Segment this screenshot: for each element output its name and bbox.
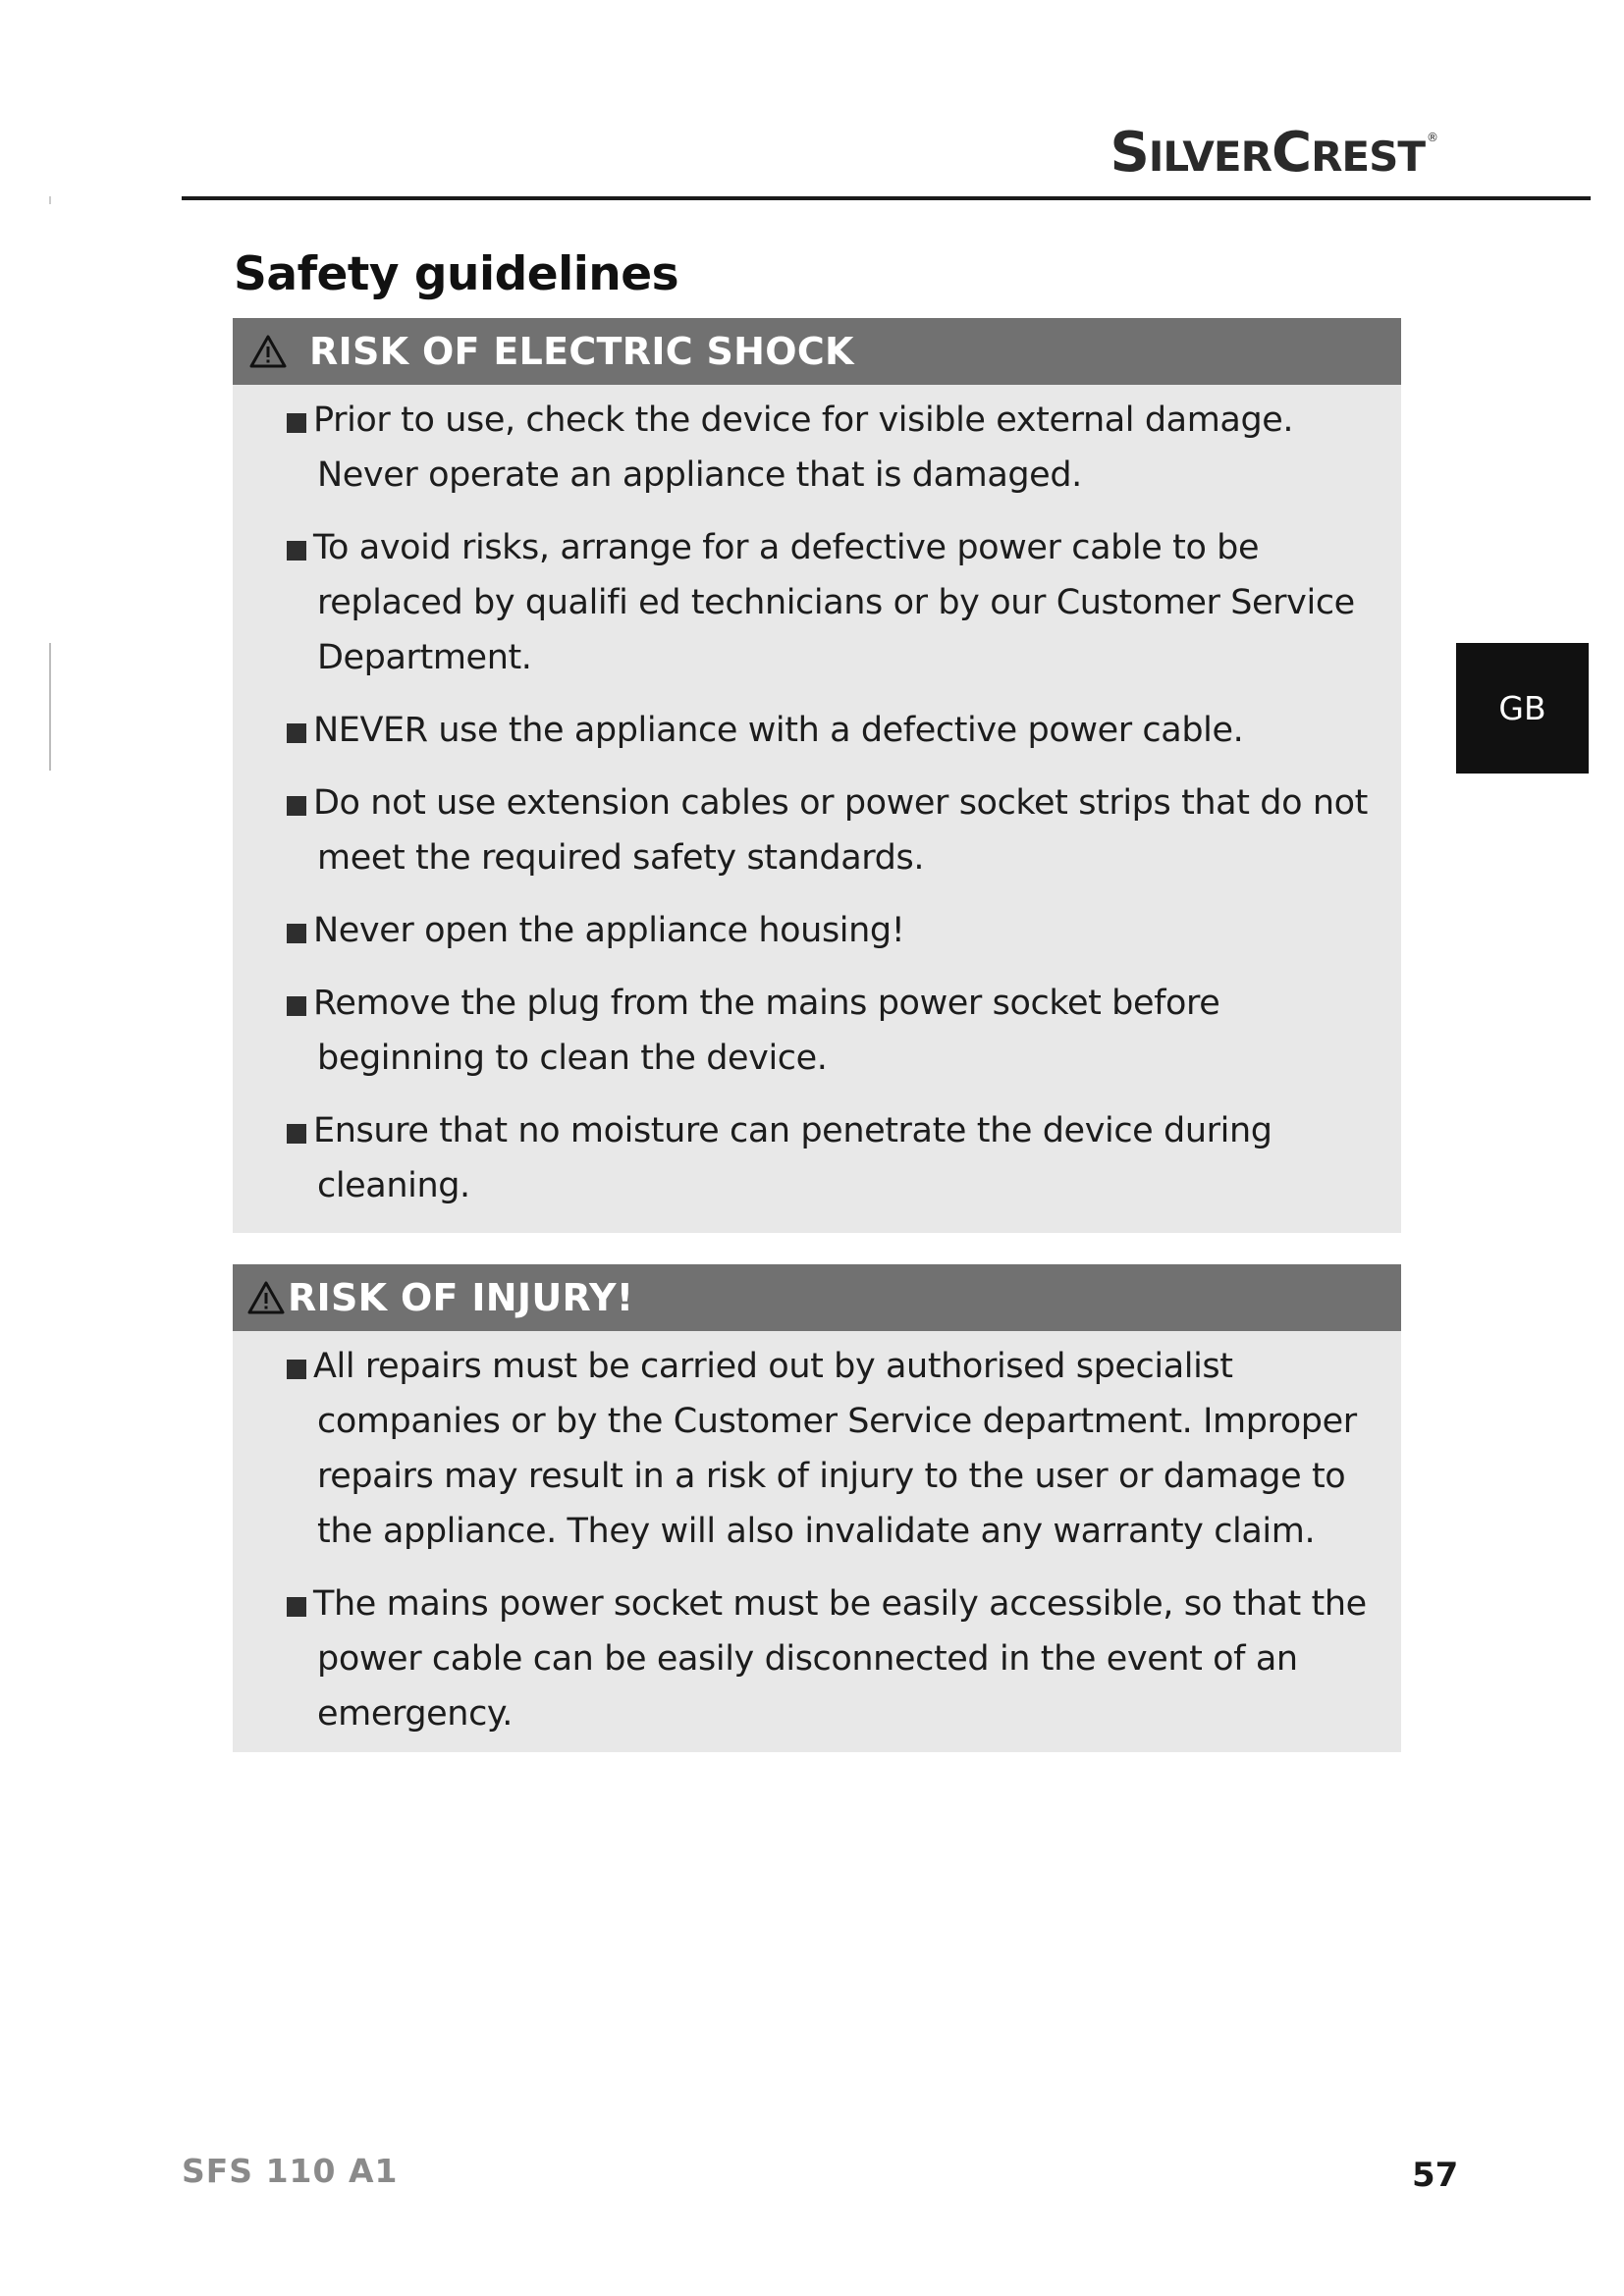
- injury-warning-header: [233, 1264, 1401, 1331]
- list-item: All repairs must be carried out by authorised specialist companies or by the Customer Service department. Improper repairs may result in a risk of injury to the user or damage to the appliance. They will also invalidate any warranty claim.: [313, 1347, 1357, 1551]
- injury-guideline-list: [233, 1331, 1401, 1741]
- list-item: Never open the appliance housing!: [313, 911, 905, 950]
- warning-triangle-icon: [248, 334, 288, 369]
- margin-mark: [49, 643, 51, 771]
- list-item: Remove the plug from the mains power socket before beginning to clean the device.: [313, 984, 1220, 1078]
- electric-shock-warning-title: RISK OF ELECTRIC SHOCK: [309, 330, 854, 373]
- list-item: Prior to use, check the device for visible external damage. Never operate an appliance that is damaged.: [313, 400, 1294, 495]
- list-item: Ensure that no moisture can penetrate the device during cleaning.: [313, 1111, 1272, 1205]
- footer-page-number: 57: [1412, 2156, 1459, 2195]
- header-rule: [182, 196, 1591, 200]
- footer-model-number: SFS 110 A1: [182, 2152, 399, 2190]
- electric-shock-guideline-list: [233, 385, 1401, 1213]
- language-tab: [1456, 643, 1589, 774]
- margin-mark-top: [49, 196, 51, 204]
- list-item: Do not use extension cables or power socket strips that do not meet the required safety standards.: [313, 783, 1368, 878]
- list-item: NEVER use the appliance with a defective power cable.: [313, 711, 1244, 750]
- page-title: Safety guidelines: [234, 247, 679, 301]
- electric-shock-warning-box: [233, 318, 1401, 1233]
- warning-triangle-icon: [246, 1280, 286, 1315]
- language-tab-label: GB: [1498, 689, 1546, 727]
- list-item: The mains power socket must be easily accessible, so that the power cable can be easily disconnected in the event of an emergency.: [313, 1584, 1367, 1734]
- electric-shock-warning-header: [233, 318, 1401, 385]
- list-item: To avoid risks, arrange for a defective power cable to be replaced by qualifi ed technicians or by our Customer Service Department.: [313, 528, 1355, 677]
- injury-warning-title: RISK OF INJURY!: [288, 1276, 634, 1319]
- brand-logo: SILVERCREST ®: [1110, 121, 1437, 185]
- injury-warning-box: [233, 1264, 1401, 1752]
